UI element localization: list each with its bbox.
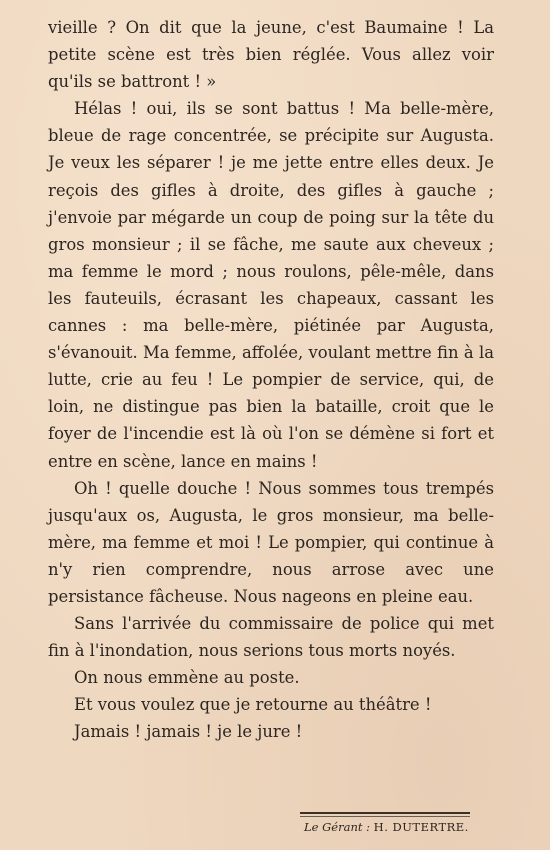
signature-name: H. DUTERTRE. xyxy=(373,820,469,834)
paragraph-3: Oh ! quelle douche ! Nous sommes tous trempés jusqu'aux os, Augusta, le gros monsieur, ma belle-mère, ma femme et moi ! Le pompier, qui continue à n'y rien comprendre, nous arrose avec une persistance fâcheuse. Nous nageons en pleine eau. xyxy=(48,478,494,606)
paragraph-4: Sans l'arrivée du commissaire de police qui met fin à l'inondation, nous serions tous morts noyés. xyxy=(48,614,494,661)
paragraph-1: vieille ? On dit que la jeune, c'est Baumaine ! La petite scène est très bien réglée. Vous allez voir qu'ils se battront ! » xyxy=(48,18,494,92)
footer-rule xyxy=(300,812,470,814)
paragraph-2: Hélas ! oui, ils se sont battus ! Ma belle-mère, bleue de rage concentrée, se précipite sur Augusta. Je veux les séparer ! je me jette entre elles deux. Je reçois des gifles à droite, des gifles à gauche ; j'envoie par mégarde un coup de poing sur la tête du gros monsieur ; il se fâche, me saute aux cheveux ; ma femme le mord ; nous roulons, pêle-mêle, dans les fauteuils, écrasant les chapeaux, cassant les cannes : ma belle-mère, piétinée par Augusta, s'évanouit. Ma femme, affolée, voulant mettre fin à la lutte, crie au feu ! Le pompier de service, qui, de loin, ne distingue pas bien la bataille, croit que le foyer de l'incendie est là où l'on se démène si fort et entre en scène, lance en mains ! xyxy=(48,99,494,471)
paragraph-6: Et vous voulez que je retourne au théâtre ! xyxy=(74,695,432,715)
signature-role: Le Gérant : xyxy=(304,820,371,834)
paragraph-7: Jamais ! jamais ! je le jure ! xyxy=(74,722,303,742)
footer-rule-thin xyxy=(300,816,470,817)
signature xyxy=(304,819,474,835)
paragraph-5: On nous emmène au poste. xyxy=(74,668,300,688)
body-text xyxy=(48,14,494,746)
